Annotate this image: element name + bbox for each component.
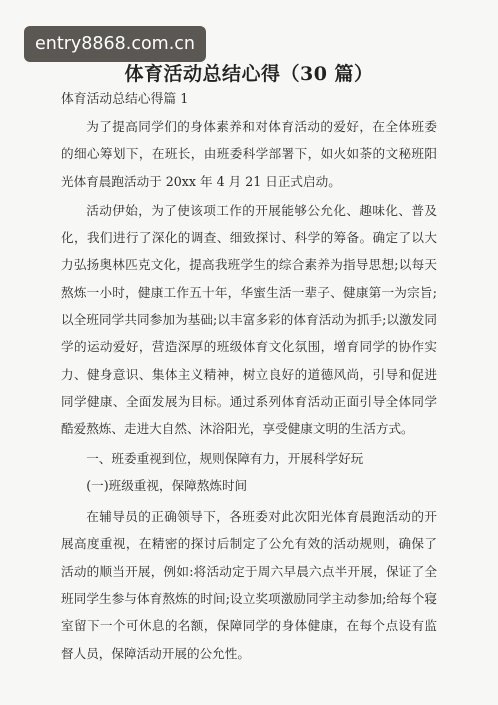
paragraph-intro: 为了提高同学们的身体素养和对体育活动的爱好，在全体班委的细心筹划下，在班长，由班委科学部署下，如火如荼的文秘班阳光体育晨跑活动于 20xx 年 4 月 21 日正式启动。 [61, 119, 437, 189]
sub-heading: (一)班级重视，保障熬炼时间 [86, 477, 248, 493]
paragraph-activity: 活动伊始，为了使该项工作的开展能够公允化、趣味化、普及化，我们进行了深化的调查、细致探讨、科学的筹备。确定了以大力弘扬奥林匹克文化，提高我班学生的综合素养为指导思想;以每天熬炼一小时，健康工作五十年，华蜜生活一辈子、健康第一为宗旨;以全班同学共同参加为基础;以丰富多彩的体育活动为抓手;以激发同学的运动爱好，营造深厚的班级体育文化氛围，增育同学的协作实力、健身意识、集体主义精神，树立良好的道德风尚，引导和促进同学健康、全面发展为目标。通过系列体育活动正面引导全体同学酷爱熬炼、走进大自然、沐浴阳光，享受健康文明的生活方式。 [61, 202, 437, 437]
document-body [61, 89, 437, 669]
section-heading: 一、班委重视到位，规则保障有力，开展科学好玩 [86, 450, 364, 466]
document-subtitle: 体育活动总结心得篇 1 [61, 92, 189, 107]
paragraph-guidance: 在辅导员的正确领导下，各班委对此次阳光体育晨跑活动的开展高度重视，在精密的探讨后制定了公允有效的活动规则，确保了活动的顺当开展，例如:将活动定于周六早晨六点半开展，保证了全班同学生参与体育熬炼的时间;设立奖项激励同学主动参加;给每个寝室留下一个可休息的名额，保障同学的身体健康，在每个点设有监督人员，保障活动开展的公允性。 [61, 509, 437, 661]
document-title: 体育活动总结心得（30 篇） [124, 63, 374, 85]
watermark-badge: entry8868.com.cn [24, 26, 206, 62]
